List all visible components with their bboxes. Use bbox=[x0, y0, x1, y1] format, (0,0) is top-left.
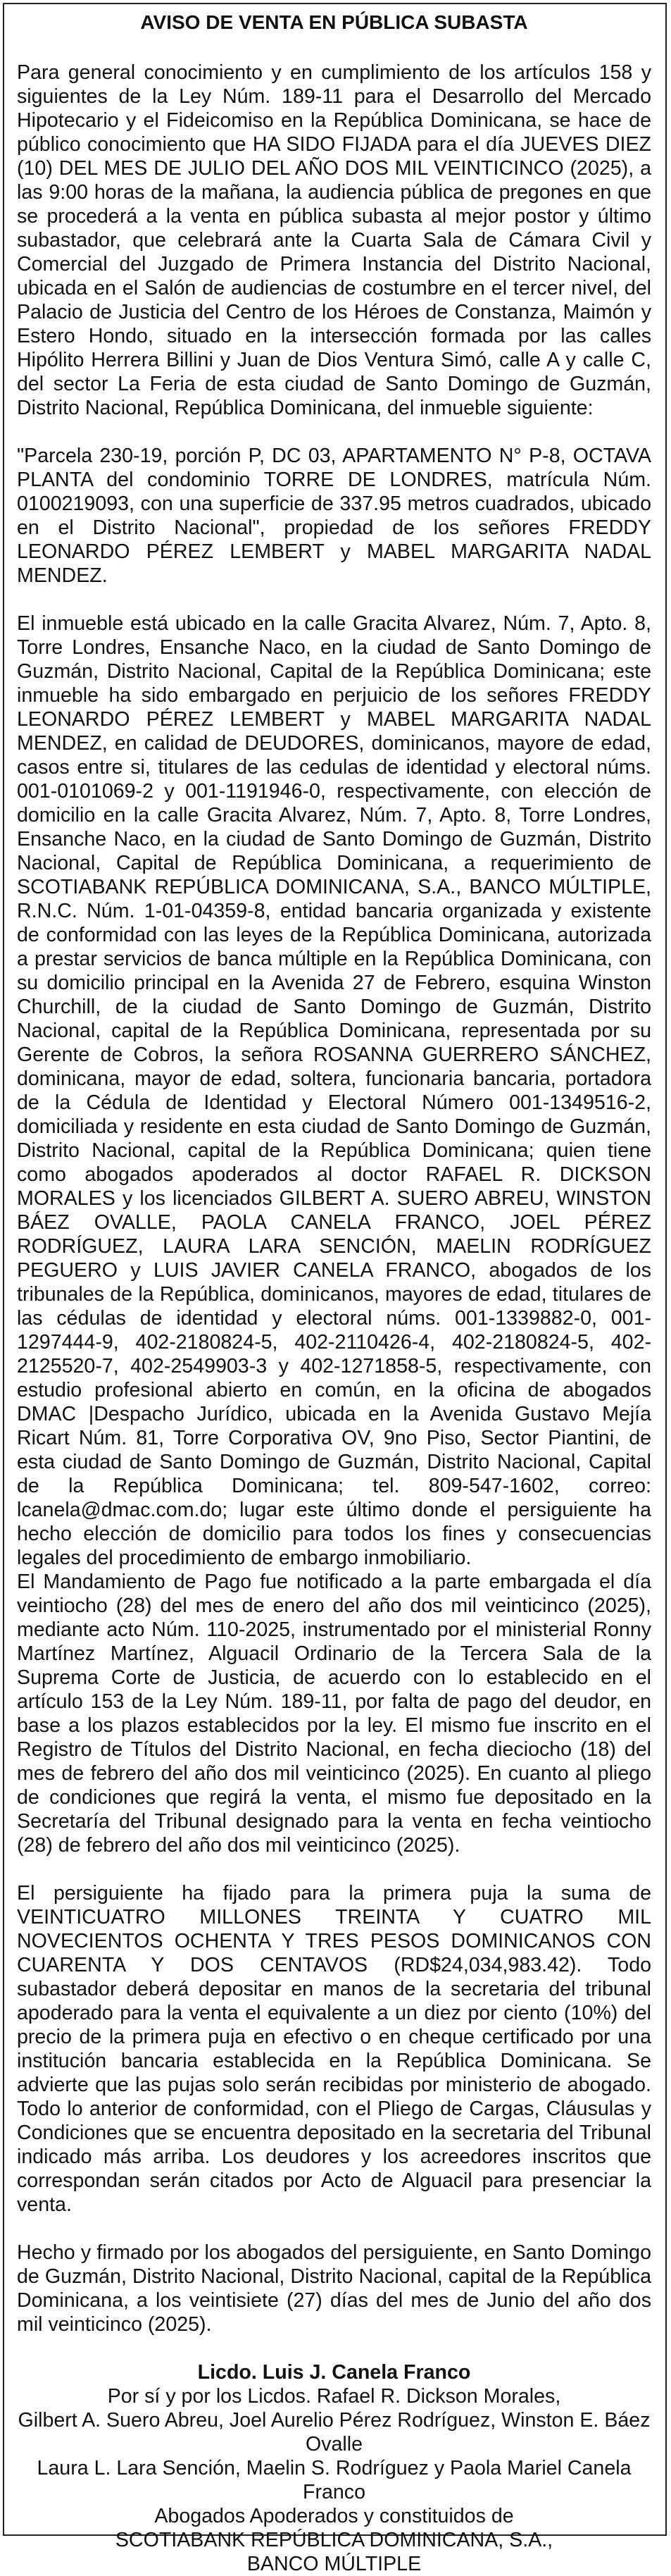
signature-line: Abogados Apoderados y constituidos de bbox=[154, 2505, 514, 2527]
paragraph-property-description: "Parcela 230-19, porción P, DC 03, APARTAMENTO N° P-8, OCTAVA PLANTA del condominio TORRE DE LONDRES, matrícula Núm. 0100219093, con una superficie de 337.95 metros cuadrados, ubicado en el Distrito Nacional", propiedad de los señores FREDDY LEONARDO PÉREZ LEMBERT y MABEL MARGARITA NADAL MENDEZ. bbox=[17, 445, 651, 587]
paragraph-property-location-parties: El inmueble está ubicado en la calle Gracita Alvarez, Núm. 7, Apto. 8, Torre Londres, Ensanche Naco, en la ciudad de Santo Domingo de Guzmán, Distrito Nacional, Capital de la República Dominicana; este inmueble ha sido embargado en perjuicio de los señores FREDDY LEONARDO PÉREZ LEMBERT y MABEL MARGARITA NADAL MENDEZ, en calidad de DEUDORES, dominicanos, mayore de edad, casos entre si, titulares de las cedulas de identidad y electoral núms. 001-0101069-2 y 001-1191946-0, respectivamente, con elección de domicilio en la calle Gracita Alvarez, Núm. 7, Apto. 8, Torre Londres, Ensanche Naco, en la ciudad de Santo Domingo de Guzmán, Distrito Nacional, Capital de República Dominicana, a requerimiento de SCOTIABANK REPÚBLICA DOMINICANA, S.A., BANCO MÚLTIPLE, R.N.C. Núm. 1-01-04359-8, entidad bancaria organizada y existente de conformidad con las leyes de la República Dominicana, autorizada a prestar servicios de banca múltiple en la República Dominicana, con su domicilio principal en la Avenida 27 de Febrero, esquina Winston Churchill, de la ciudad de Santo Domingo de Guzmán, Distrito Nacional, capital de la República Dominicana, representada por su Gerente de Cobros, la señora ROSANNA GUERRERO SÁNCHEZ, dominicana, mayor de edad, soltera, funcionaria bancaria, portadora de la Cédula de Identidad y Electoral Número 001-1349516-2, domiciliada y residente en esta ciudad de Santo Domingo de Guzmán, Distrito Nacional, capital de la República Dominicana; quien tiene como abogados apoderados al doctor RAFAEL R. DICKSON MORALES y los licenciados GILBERT A. SUERO ABREU, WINSTON BÁEZ OVALLE, PAOLA CANELA FRANCO, JOEL PÉREZ RODRÍGUEZ, LAURA LARA SENCIÓN, MAELIN RODRÍGUEZ PEGUERO y LUIS JAVIER CANELA FRANCO, abogados de los tribunales de la República, dominicanos, mayores de edad, titulares de las cédulas de identidad y electoral núms. 001-1339882-0, 001-1297444-9, 402-2180824-5, 402-2110426-4, 402-2180824-5, 402-2125520-7, 402-2549903-3 y 402-1271858-5, respectivamente, con estudio profesional abierto en común, en la oficina de abogados DMAC |Despacho Jurídico, ubicada en la Avenida Gustavo Mejía Ricart Núm. 81, Torre Corporativa OV, 9no Piso, Sector Piantini, de esta ciudad de Santo Domingo de Guzmán, Distrito Nacional, Capital de la República Dominicana; tel. 809-547-1602, correo: lcanela@dmac.com.do; lugar este último donde el persiguiente ha hecho elección de domicilio para todos los fines y consecuencias legales del procedimiento de embargo inmobiliario. bbox=[17, 612, 651, 1569]
notice-title: AVISO DE VENTA EN PÚBLICA SUBASTA bbox=[140, 11, 528, 33]
notice-content bbox=[17, 10, 651, 2576]
paragraph-first-bid: El persiguiente ha fijado para la primera puja la suma de VEINTICUATRO MILLONES TREINTA Y CUATRO MIL NOVECIENTOS OCHENTA Y TRES PESOS DOMINICANOS CON CUARENTA Y DOS CENTAVOS (RD$24,034,983.42). Todo subastador deberá depositar en manos de la secretaria del tribunal apoderado para la venta el equivalente a un diez por ciento (10%) del precio de la primera puja en efectivo o en cheque certificado por una institución bancaria establecida en la República Dominicana. Se advierte que las pujas solo serán recibidas por ministerio de abogado. Todo lo anterior de conformidad, con el Pliego de Cargas, Cláusulas y Condiciones que se encuentra depositado en la secretaria del Tribunal indicado más arriba. Los deudores y los acreedores inscritos que correspondan serán citados por Acto de Alguacil para presenciar la venta. bbox=[17, 1882, 651, 2216]
signature-line: BANCO MÚLTIPLE bbox=[246, 2553, 422, 2575]
signature-line: Laura L. Lara Sención, Maelin S. Rodríguez y Paola Mariel Canela Franco bbox=[37, 2457, 632, 2503]
signature-line: Gilbert A. Suero Abreu, Joel Aurelio Pérez Rodríguez, Winston E. Báez Ovalle bbox=[18, 2409, 651, 2456]
paragraph-payment-order: El Mandamiento de Pago fue notificado a la parte embargada el día veintiocho (28) del mes de enero del año dos mil veinticinco (2025), mediante acto Núm. 110-2025, instrumentado por el ministerial Ronny Martínez Martínez, Alguacil Ordinario de la Tercera Sala de la Suprema Corte de Justicia, de acuerdo con lo establecido en el artículo 153 de la Ley Núm. 189-11, por falta de pago del deudor, en base a los plazos establecidos por la ley. El mismo fue inscrito en el Registro de Títulos del Distrito Nacional, en fecha dieciocho (18) del mes de febrero del año dos mil veinticinco (2025). En cuanto al pliego de condiciones que regirá la venta, el mismo fue depositado en la Secretaría del Tribunal designado para la venta en fecha veintiocho (28) de febrero del año dos mil veinticinco (2025). bbox=[17, 1571, 651, 1857]
paragraph-signed: Hecho y firmado por los abogados del persiguiente, en Santo Domingo de Guzmán, Distrito Nacional, Distrito Nacional, capital de la República Dominicana, a los veintisiete (27) días del mes de Junio del año dos mil veinticinco (2025). bbox=[17, 2241, 651, 2336]
signature-block bbox=[17, 2360, 651, 2576]
paragraph-auction-date: Para general conocimiento y en cumplimiento de los artículos 158 y siguientes de la Ley Núm. 189-11 para el Desarrollo del Mercado Hipotecario y el Fideicomiso en la República Dominicana, se hace de público conocimiento que HA SIDO FIJADA para el día JUEVES DIEZ (10) DEL MES DE JULIO DEL AÑO DOS MIL VEINTICINCO (2025), a las 9:00 horas de la mañana, la audiencia pública de pregones en que se procederá a la venta en pública subasta al mejor postor y último subastador, que celebrará ante la Cuarta Sala de Cámara Civil y Comercial del Juzgado de Primera Instancia del Distrito Nacional, ubicada en el Salón de audiencias de costumbre en el tercer nivel, del Palacio de Justicia del Centro de los Héroes de Constanza, Maimón y Estero Hondo, situado en la intersección formada por las calles Hipólito Herrera Billini y Juan de Dios Ventura Simó, calle A y calle C, del sector La Feria de esta ciudad de Santo Domingo de Guzmán, Distrito Nacional, República Dominicana, del inmueble siguiente: bbox=[17, 61, 651, 419]
signature-line: Por sí y por los Licdos. Rafael R. Dickson Morales, bbox=[107, 2385, 561, 2408]
signature-name: Licdo. Luis J. Canela Franco bbox=[197, 2361, 471, 2384]
signature-line: SCOTIABANK REPÚBLICA DOMINICANA, S.A., bbox=[115, 2529, 553, 2551]
